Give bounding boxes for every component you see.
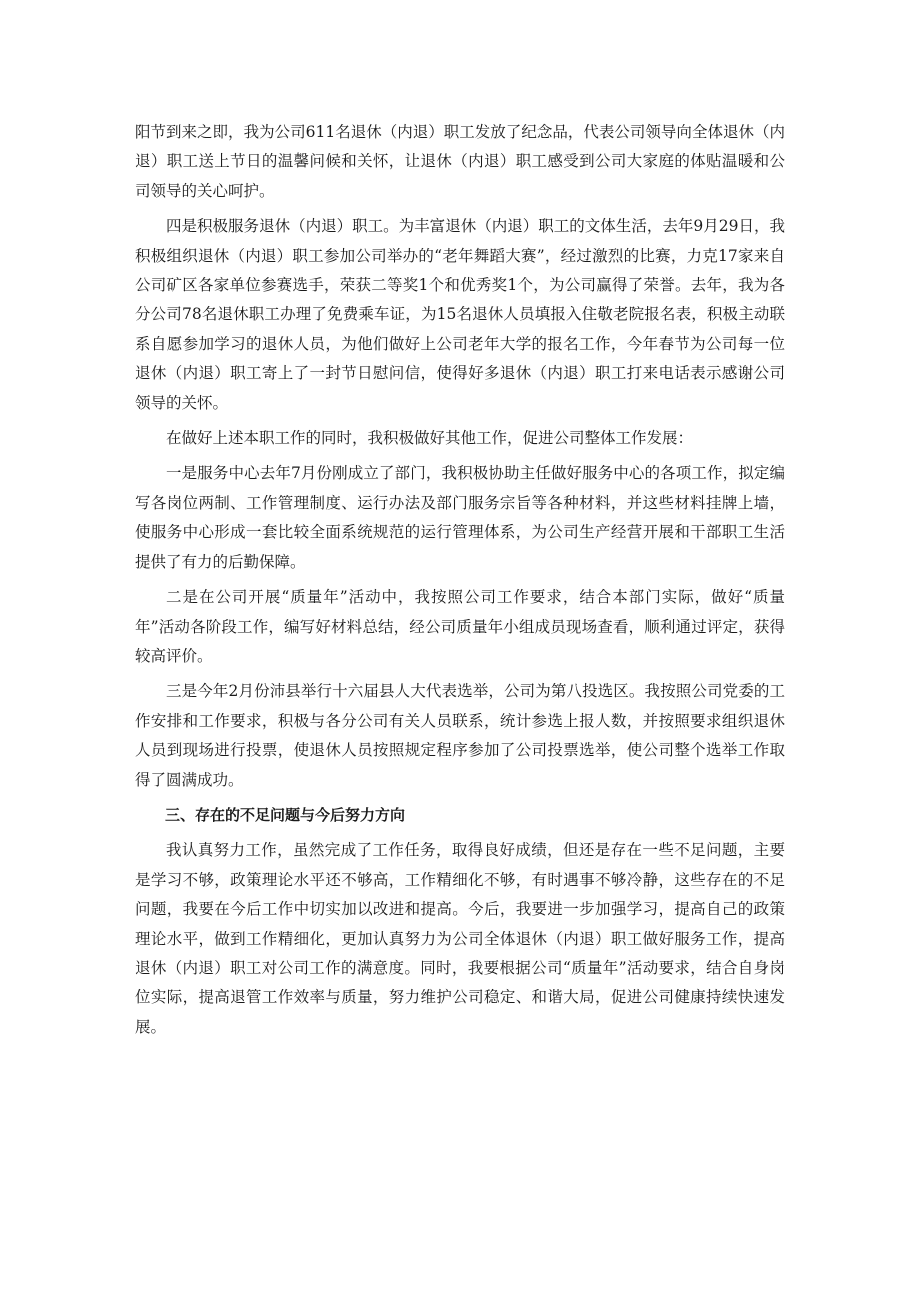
- paragraph-quality-year: 二是在公司开展“质量年”活动中，我按照公司工作要求，结合本部门实际，做好“质量年”活动各阶段工作，编写好材料总结，经公司质量年小组成员现场查看，顺利通过评定，获得较高评价。: [135, 588, 785, 665]
- paragraph-election: 三是今年2月份沛县举行十六届县人大代表选举，公司为第八投选区。我按照公司党委的工作安排和工作要求，积极与各分公司有关人员联系，统计参选上报人数，并按照要求组织退休人员到现场进行投票，使退休人员按照规定程序参加了公司投票选举，使公司整个选举工作取得了圆满成功。: [135, 682, 785, 789]
- paragraph-continued: 阳节到来之即，我为公司611名退休（内退）职工发放了纪念品，代表公司领导向全体退休（内退）职工送上节日的温馨问候和关怀，让退休（内退）职工感受到公司大家庭的体贴温暖和公司领导的关心呵护。: [135, 123, 785, 200]
- paragraph-shortcomings: 我认真努力工作，虽然完成了工作任务，取得良好成绩，但还是存在一些不足问题，主要是学习不够，政策理论水平还不够高，工作精细化不够，有时遇事不够冷静，这些存在的不足问题，我要在今后工作中切实加以改进和提高。今后，我要进一步加强学习，提高自己的政策理论水平，做到工作精细化，更加认真努力为公司全体退休（内退）职工做好服务工作，提高退休（内退）职工对公司工作的满意度。同时，我要根据公司“质量年”活动要求，结合自身岗位实际，提高退管工作效率与质量，努力维护公司稳定、和谐大局，促进公司健康持续快速发展。: [135, 841, 785, 1036]
- document-page: [135, 118, 785, 1048]
- section-heading: 三、存在的不足问题与今后努力方向: [165, 805, 406, 824]
- paragraph-retiree-service: 四是积极服务退休（内退）职工。为丰富退休（内退）职工的文体生活，去年9月29日，我积极组织退休（内退）职工参加公司举办的“老年舞蹈大赛”，经过激烈的比赛，力克17家来自公司矿区各家单位参赛选手，荣获二等奖1个和优秀奖1个，为公司赢得了荣誉。去年，我为各分公司78名退休职工办理了免费乘车证，为15名退休人员填报入住敬老院报名表，积极主动联系自愿参加学习的退休人员，为他们做好上公司老年大学的报名工作，今年春节为公司每一位退休（内退）职工寄上了一封节日慰问信，使得好多退休（内退）职工打来电话表示感谢公司领导的关怀。: [135, 217, 785, 412]
- paragraph-service-center: 一是服务中心去年7月份刚成立了部门，我积极协助主任做好服务中心的各项工作，拟定编写各岗位两制、工作管理制度、运行办法及部门服务宗旨等各种材料，并这些材料挂牌上墙，使服务中心形成一套比较全面系统规范的运行管理体系，为公司生产经营开展和干部职工生活提供了有力的后勤保障。: [135, 464, 785, 571]
- paragraph-other-work-intro: 在做好上述本职工作的同时，我积极做好其他工作，促进公司整体工作发展：: [166, 429, 694, 448]
